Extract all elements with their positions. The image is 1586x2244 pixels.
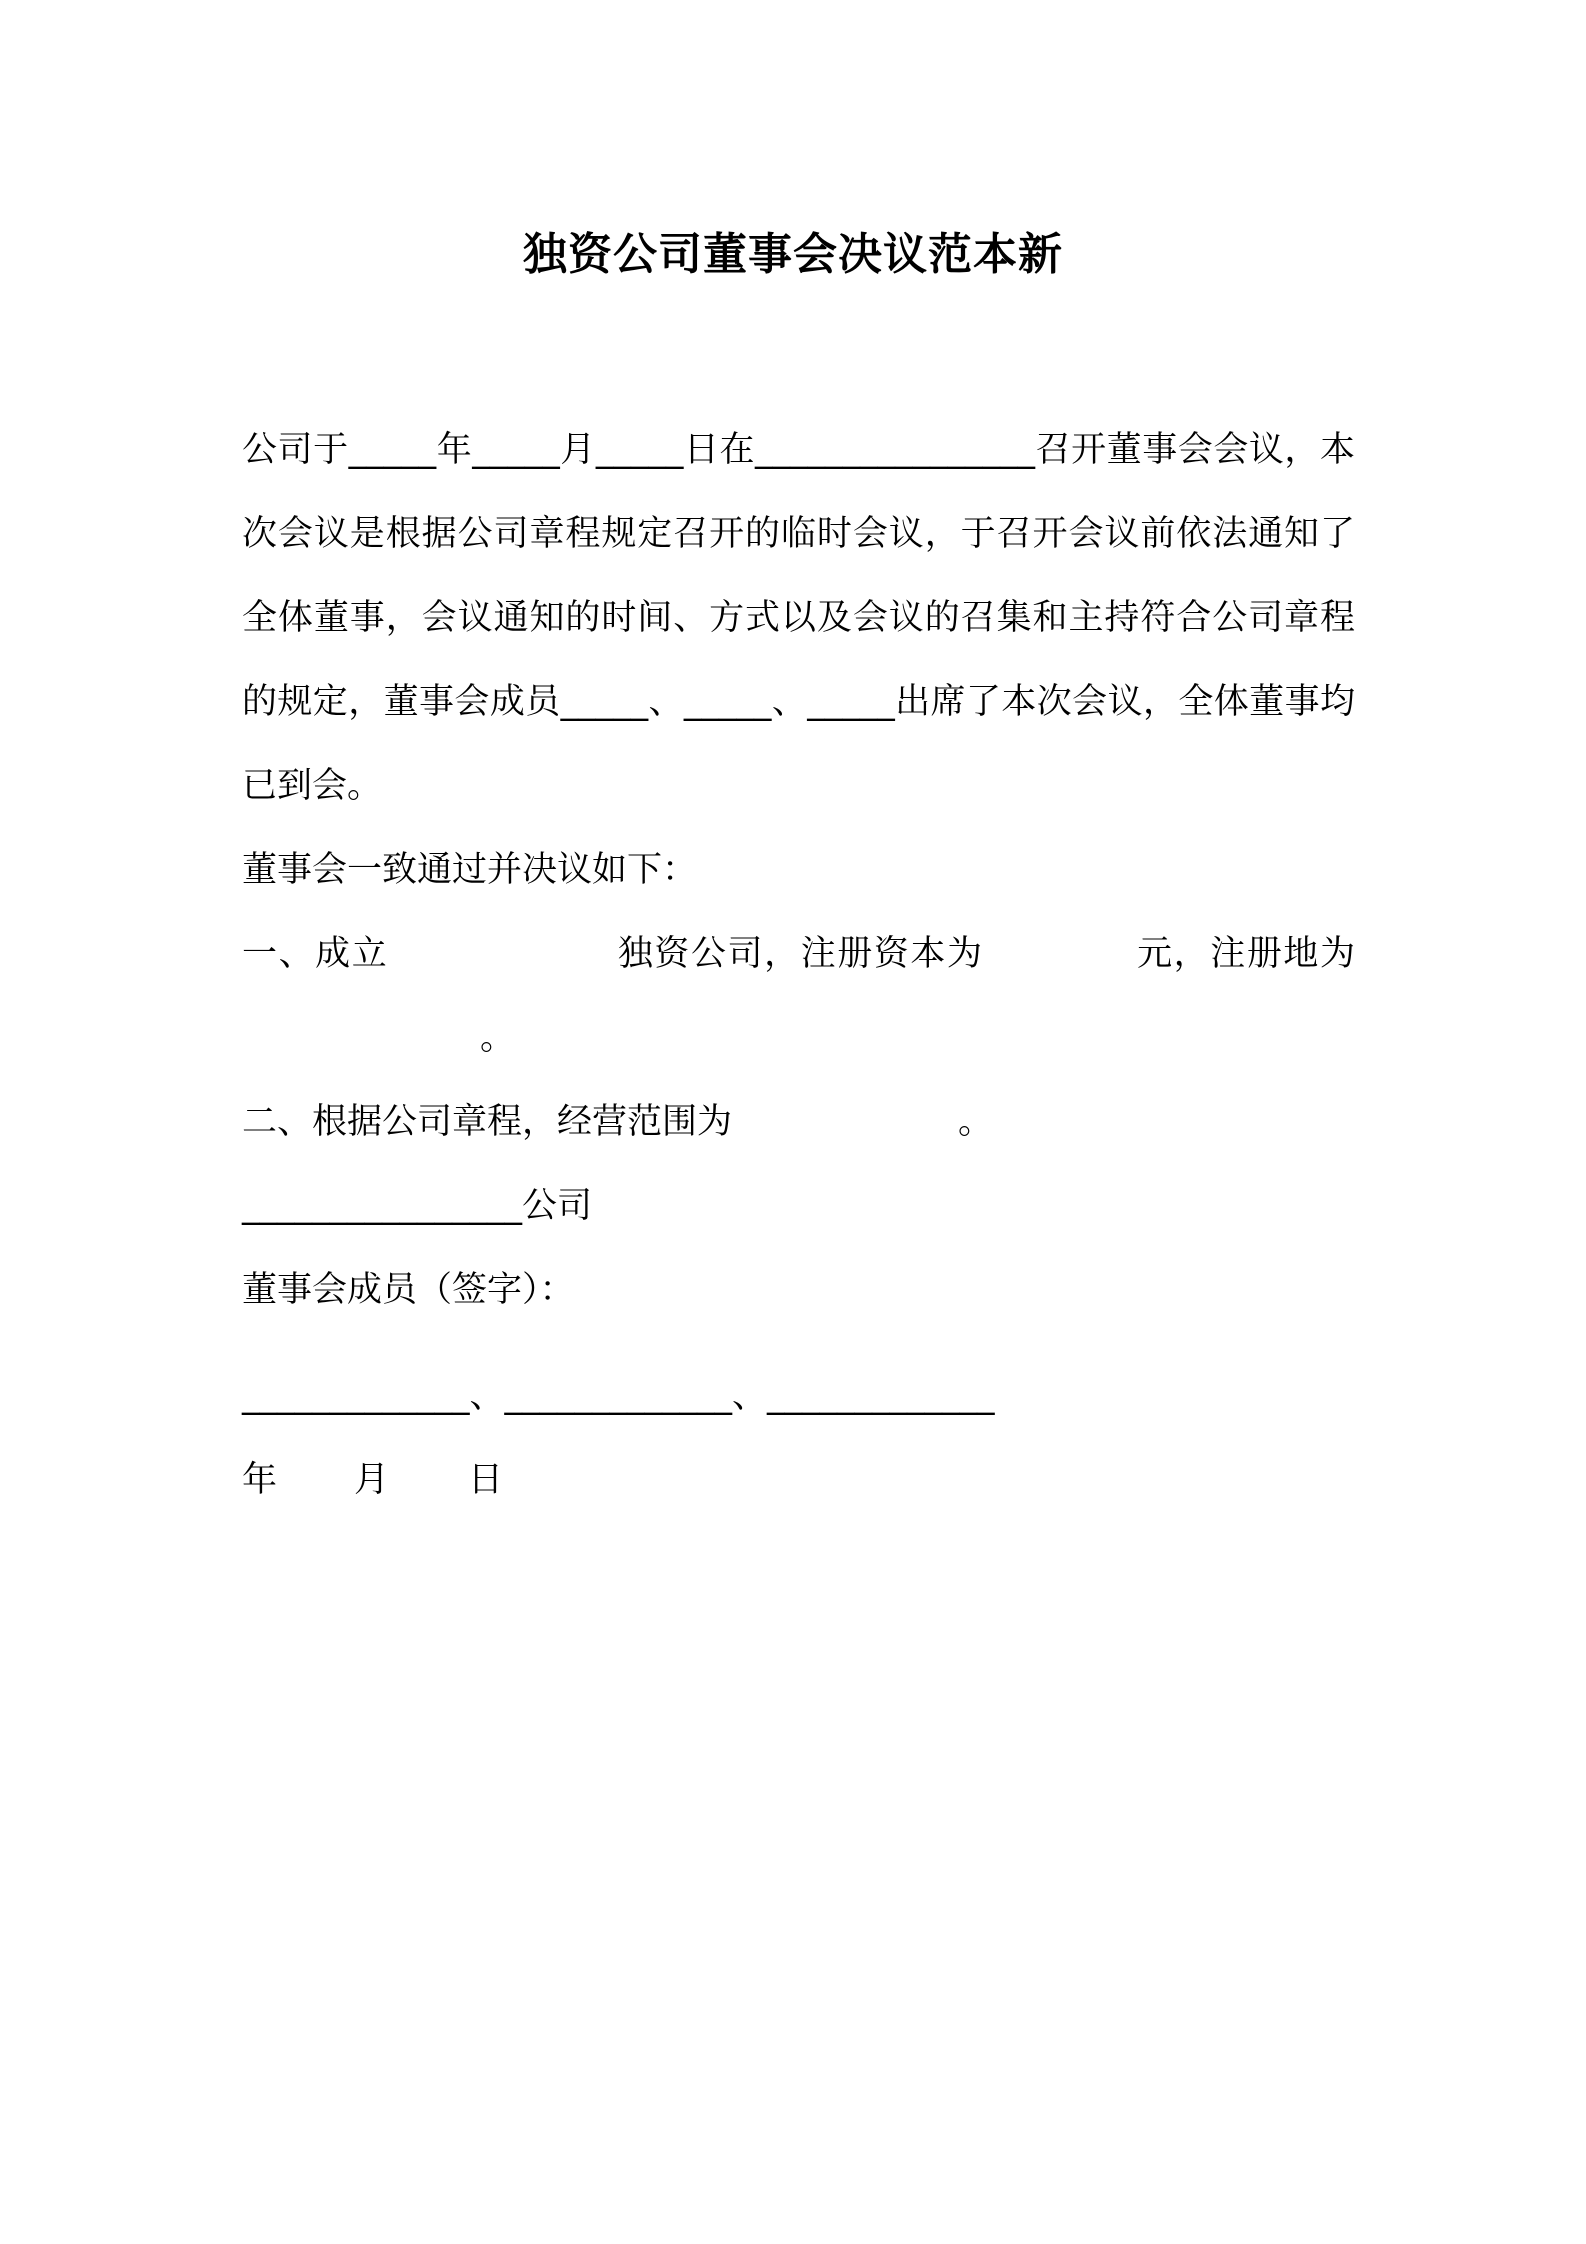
director-signature-lines: _____________、_____________、_____________ — [242, 1376, 995, 1416]
resolution-intro: 董事会一致通过并决议如下： — [242, 850, 698, 890]
resolution-item-two — [242, 1080, 1355, 1164]
item-one-suffix: 元，注册地为 — [1135, 934, 1355, 974]
date-month: 月 — [354, 1460, 390, 1500]
company-signature-line: ________________公司 — [242, 1186, 593, 1226]
item-one-end: 。 — [480, 1018, 516, 1058]
signature-label: 董事会成员（签字）： — [242, 1270, 575, 1310]
resolution-item-one — [242, 912, 1355, 1080]
intro-paragraph: 公司于_____年_____月_____日在________________召开董事会会议，本次会议是根据公司章程规定召开的临时会议，于召开会议前依法通知了全体董事，会议通知的时间、方式以及会议的召集和主持符合公司章程的规定，董事会成员_____、_____、_____出席了本次会议，全体董事均已到会。 — [242, 430, 1355, 806]
item-two-end: 。 — [958, 1102, 994, 1142]
date-row — [242, 1438, 1355, 1522]
date-year: 年 — [242, 1460, 278, 1500]
item-two-prefix: 二、根据公司章程，经营范围为 — [242, 1102, 733, 1142]
document-body — [242, 408, 1355, 1522]
item-one-prefix: 一、成立 — [242, 934, 389, 974]
date-day: 日 — [468, 1460, 504, 1500]
item-one-middle: 独资公司，注册资本为 — [616, 934, 984, 974]
document-title: 独资公司董事会决议范本新 — [523, 229, 1063, 280]
